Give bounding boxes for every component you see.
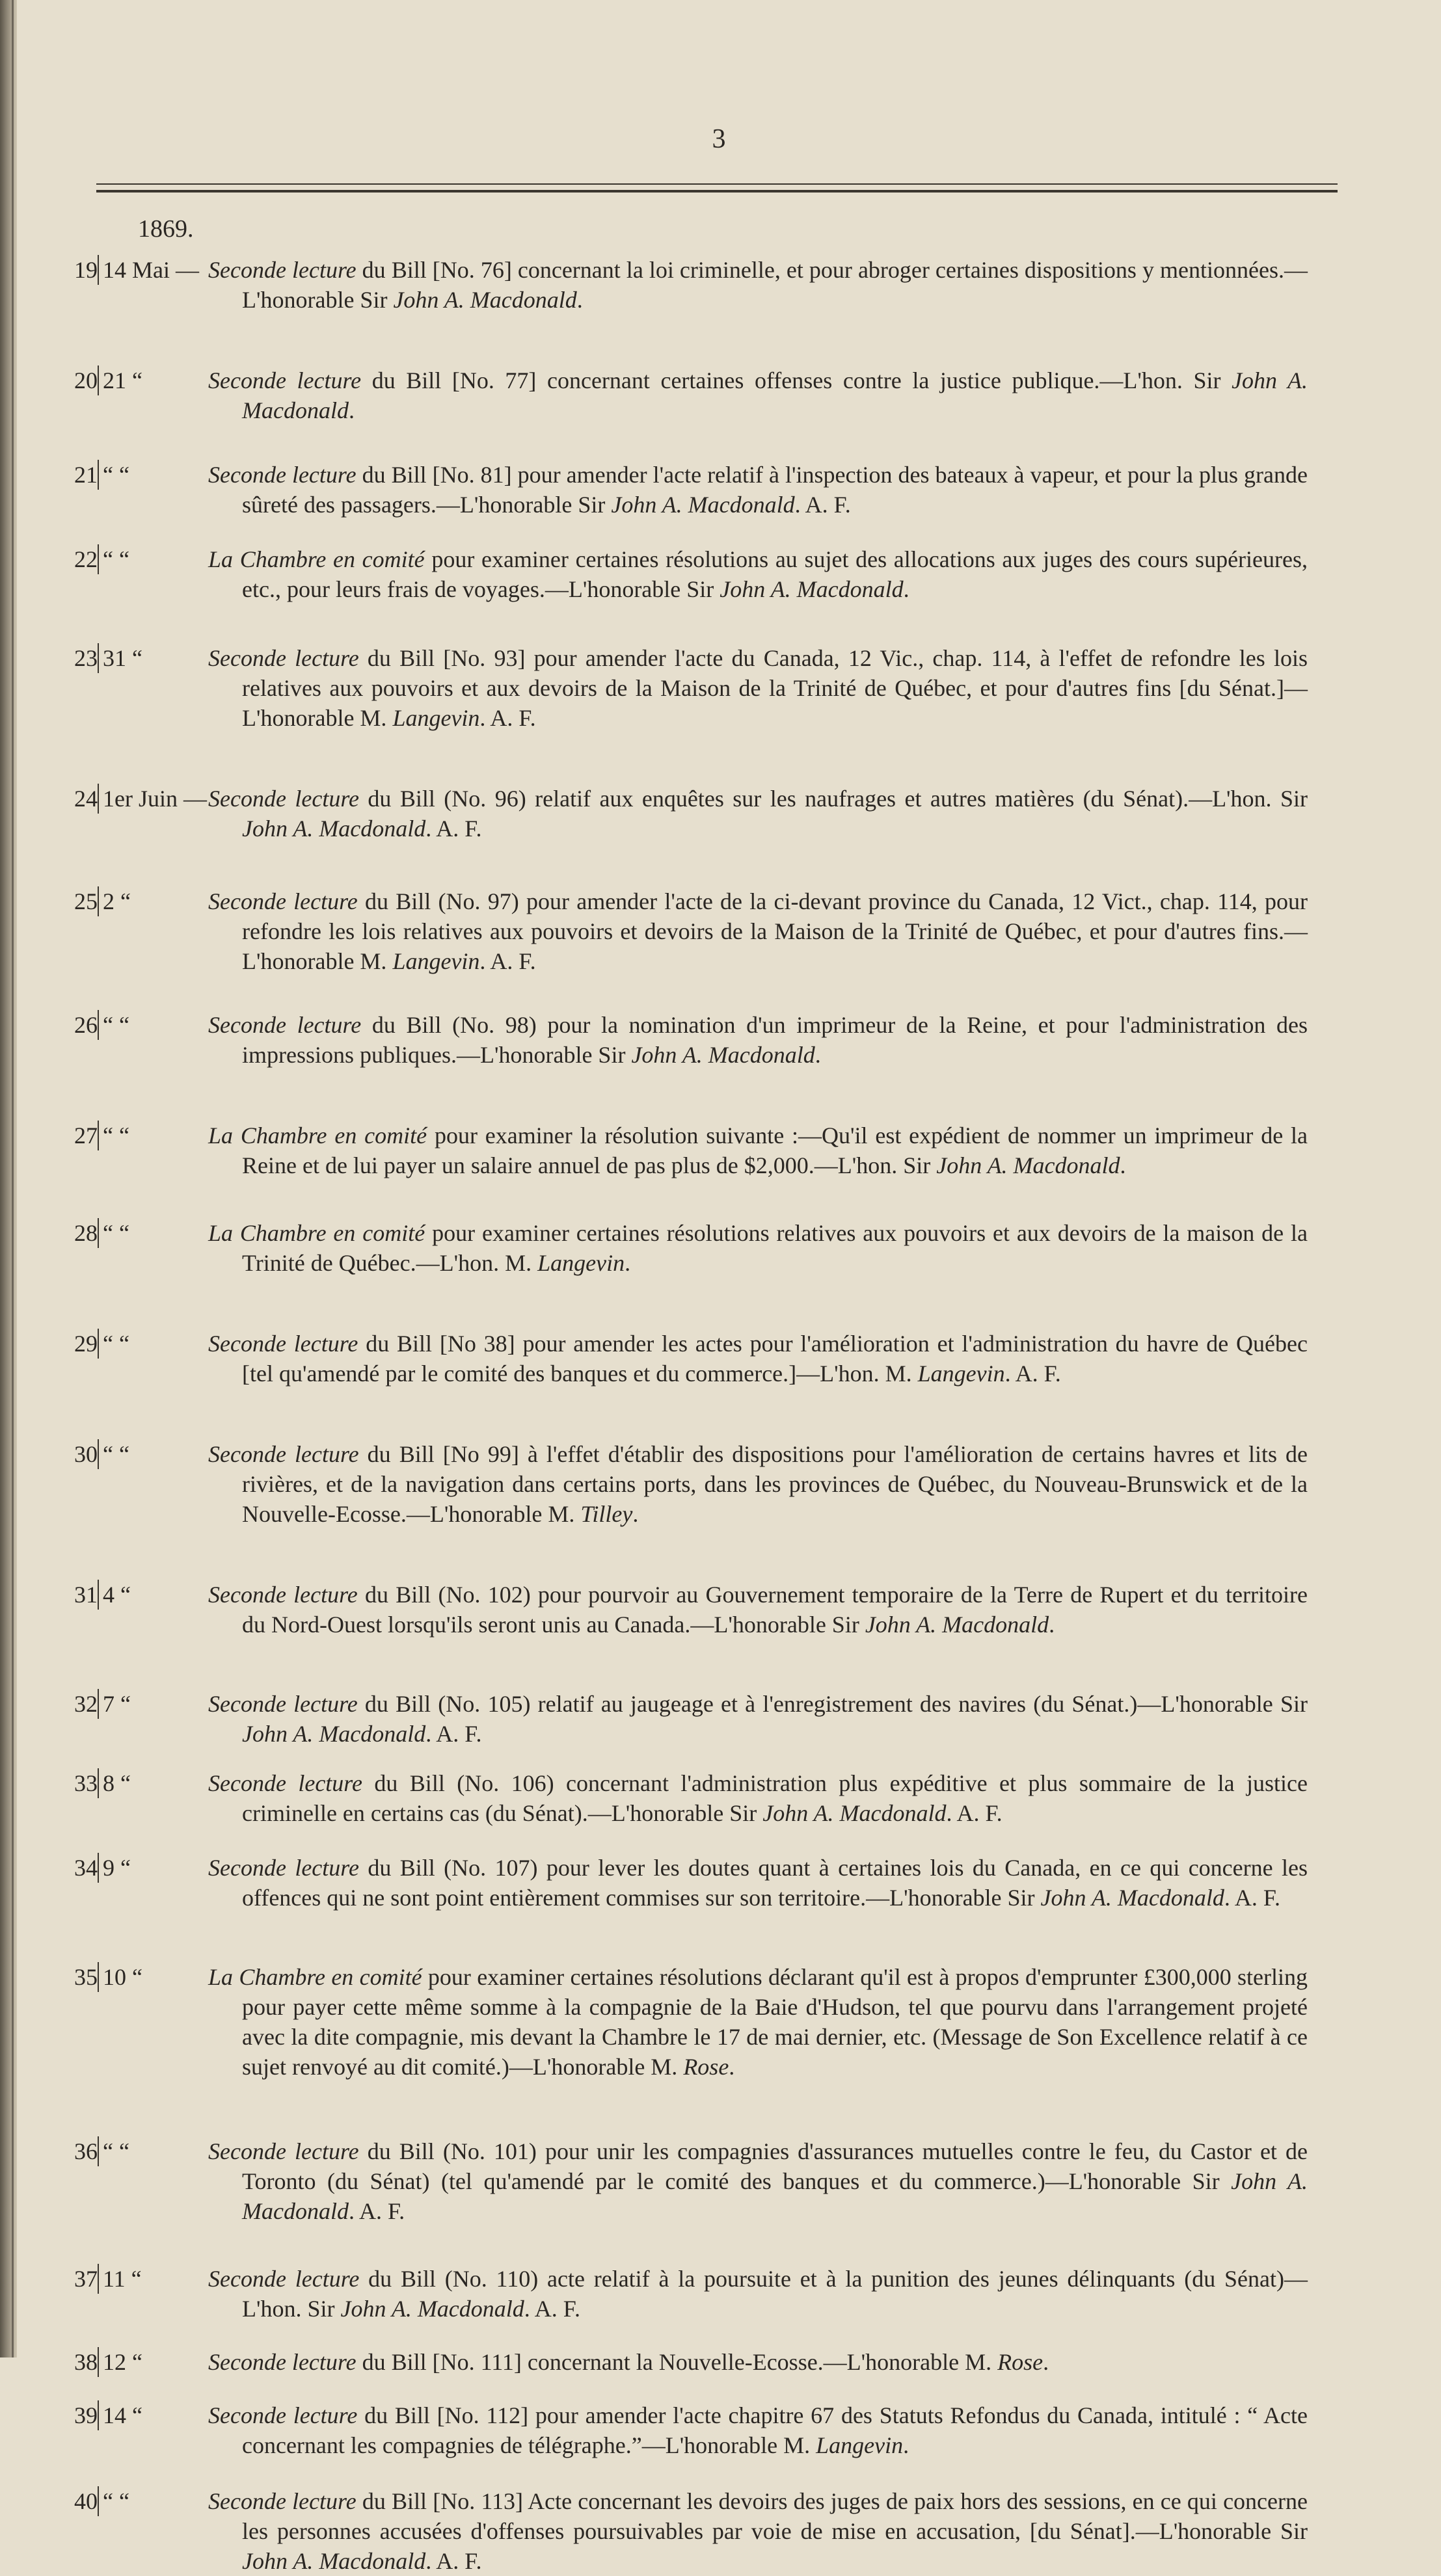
entry-member: Rose — [997, 2349, 1044, 2375]
entry-tail: . A. F. — [794, 492, 851, 518]
entry-number: 30 — [74, 1441, 98, 1467]
entry-text — [208, 643, 1308, 733]
entry-tail: . — [729, 2054, 735, 2080]
entry-text — [208, 365, 1308, 425]
entry-body: du Bill (No. 105) relatif au jaugeage et à l'enregistrement des navires (du Sénat.)—L'honorable Sir — [357, 1691, 1308, 1717]
entry-tail: . — [815, 1042, 821, 1068]
entry-date: “ “ — [98, 1010, 208, 1040]
entry-number: 33 — [74, 1770, 98, 1796]
entry-lead: Seconde lecture — [208, 1441, 359, 1467]
entry-tail: . — [348, 397, 355, 423]
entry-lead: Seconde lecture — [208, 2266, 360, 2292]
entry-text — [208, 2264, 1308, 2324]
entry-member: John A. Macdonald — [242, 2168, 1308, 2224]
entry-text — [208, 544, 1308, 604]
entry-member: John A. Macdonald — [393, 287, 577, 313]
entry-text — [208, 2486, 1308, 2576]
entry-row — [0, 1121, 1441, 1180]
entry-number: 23 — [74, 645, 98, 671]
entry-lead: Seconde lecture — [208, 2138, 359, 2164]
entry-date: “ “ — [98, 2486, 208, 2516]
entry-body: du Bill [No. 113] Acte concernant les devoirs des juges de paix hors des sessions, en ce qui concerne les personnes accusées d'offenses poursuivables par voie de mise en accusation, [du Sénat].—L'honorable Sir — [242, 2488, 1308, 2544]
entry-tail: . — [1043, 2349, 1049, 2375]
entry-date: “ “ — [98, 1439, 208, 1469]
entry-date: 1er Juin — — [98, 784, 208, 814]
entry-member: Langevin — [392, 705, 480, 731]
entry-body: du Bill [No. 77] concernant certaines offenses contre la justice publique.—L'hon. Sir — [361, 367, 1232, 393]
entry-number: 24 — [74, 786, 98, 812]
entry-lead: Seconde lecture — [208, 462, 357, 488]
entry-body: du Bill (No. 96) relatif aux enquêtes sur les naufrages et autres matières (du Sénat).—L'hon. Sir — [358, 786, 1308, 812]
entry-row — [0, 784, 1441, 843]
entry-body: du Bill [No 99] à l'effet d'établir des dispositions pour l'amélioration de certains havres et lits de rivières, et de la navigation dans certains ports, dans les provinces de Québec, du Nouveau-Brunswick et de la Nouvelle-Ecosse.—L'honorable M. — [242, 1441, 1308, 1527]
entry-number: 27 — [74, 1122, 98, 1149]
entry-number: 26 — [74, 1012, 98, 1038]
entry-text — [208, 1121, 1308, 1180]
entry-number: 35 — [74, 1964, 98, 1990]
entry-text — [208, 2136, 1308, 2226]
entry-member: Langevin — [917, 1361, 1005, 1387]
entry-tail: . A. F. — [1004, 1361, 1061, 1387]
entry-row — [0, 365, 1441, 425]
entry-number: 19 — [74, 257, 98, 283]
entry-body: du Bill [No 38] pour amender les actes pour l'amélioration et l'administration du havre de Québec [tel qu'amendé par le comité des banques et du commerce.]—L'hon. M. — [242, 1331, 1308, 1387]
entry-body: du Bill [No. 112] pour amender l'acte chapitre 67 des Statuts Refondus du Canada, intitulé : “ Acte concernant les compagnies de télégraphe.”—L'honorable M. — [242, 2402, 1308, 2458]
entry-body: du Bill (No. 97) pour amender l'acte de la ci-devant province du Canada, 12 Vict., chap. 114, pour refondre les lois relatives aux pouvoirs et devoirs de la Maison de la Trinité de Québec, et pour d'autres fins.—L'honorable M. — [242, 888, 1308, 974]
entry-lead: Seconde lecture — [208, 888, 358, 914]
entry-number: 32 — [74, 1691, 98, 1717]
entry-text — [208, 1853, 1308, 1913]
entry-text — [208, 1580, 1308, 1640]
entry-tail: . — [1120, 1152, 1126, 1178]
entry-lead: La Chambre en comité — [208, 1122, 427, 1149]
entry-member: John A. Macdonald — [242, 367, 1308, 423]
entry-member: John A. Macdonald — [340, 2296, 524, 2322]
entry-member: John A. Macdonald — [936, 1152, 1120, 1178]
entry-date: 7 “ — [98, 1689, 208, 1719]
entry-body: du Bill (No. 102) pour pourvoir au Gouvernement temporaire de la Terre de Rupert et du territoire du Nord-Ouest lorsqu'ils seront unis au Canada.—L'honorable Sir — [242, 1582, 1308, 1638]
entry-lead: Seconde lecture — [208, 2402, 358, 2428]
entry-text — [208, 886, 1308, 976]
entry-row — [0, 2136, 1441, 2226]
entry-member: Langevin — [537, 1250, 625, 1276]
entry-member: Langevin — [392, 948, 480, 974]
entry-date: 8 “ — [98, 1768, 208, 1798]
entry-date: 9 “ — [98, 1853, 208, 1883]
entry-tail: . — [576, 287, 583, 313]
entry-lead: La Chambre en comité — [208, 1964, 422, 1990]
year-heading: 1869. — [138, 215, 194, 243]
entry-member: John A. Macdonald — [720, 576, 904, 602]
entry-row — [0, 255, 1441, 315]
entry-row — [0, 1853, 1441, 1913]
entry-row — [0, 643, 1441, 733]
entry-lead: Seconde lecture — [208, 1855, 359, 1881]
entry-lead: Seconde lecture — [208, 257, 357, 283]
entry-member: Rose — [683, 2054, 729, 2080]
entry-tail: . A. F. — [946, 1800, 1003, 1826]
entry-body: du Bill (No. 106) concernant l'administration plus expéditive et plus sommaire de la justice criminelle en certains cas (du Sénat).—L'honorable Sir — [242, 1770, 1308, 1826]
header-rule-thin — [96, 183, 1338, 185]
entry-row — [0, 886, 1441, 976]
entry-date: 11 “ — [98, 2264, 208, 2294]
entry-date: 14 “ — [98, 2400, 208, 2430]
entry-number: 20 — [74, 367, 98, 393]
entry-number: 28 — [74, 1220, 98, 1246]
entry-date: “ “ — [98, 1218, 208, 1248]
entry-row — [0, 1689, 1441, 1749]
entry-member: John A. Macdonald — [631, 1042, 815, 1068]
entry-member: John A. Macdonald — [762, 1800, 947, 1826]
entry-text — [208, 460, 1308, 520]
entry-tail: . A. F. — [479, 705, 536, 731]
entry-body: du Bill [No. 81] pour amender l'acte relatif à l'inspection des bateaux à vapeur, et pour la plus grande sûreté des passagers.—L'honorable Sir — [242, 462, 1308, 518]
entry-text — [208, 1010, 1308, 1070]
entry-member: John A. Macdonald — [611, 492, 795, 518]
entry-member: John A. Macdonald — [242, 2548, 426, 2574]
entry-lead: Seconde lecture — [208, 1770, 362, 1796]
entry-tail: . A. F. — [425, 2548, 482, 2574]
entry-member: Langevin — [816, 2432, 904, 2458]
entry-lead: Seconde lecture — [208, 786, 359, 812]
entry-row — [0, 2486, 1441, 2576]
entry-row — [0, 1962, 1441, 2082]
entry-body: pour examiner certaines résolutions au sujet des allocations aux juges des cours supérieures, etc., pour leurs frais de voyages.—L'honorable Sir — [242, 546, 1308, 602]
entry-date: 4 “ — [98, 1580, 208, 1610]
entry-tail: . A. F. — [348, 2198, 405, 2224]
entry-text — [208, 1329, 1308, 1388]
entry-tail: . — [632, 1501, 639, 1527]
entry-row — [0, 1580, 1441, 1640]
entry-body: du Bill [No. 111] concernant la Nouvelle-Ecosse.—L'honorable M. — [356, 2349, 998, 2375]
entry-tail: . A. F. — [425, 816, 482, 842]
page-number: 3 — [712, 124, 726, 154]
entry-lead: Seconde lecture — [208, 1582, 358, 1608]
entry-number: 37 — [74, 2266, 98, 2292]
entry-member: John A. Macdonald — [242, 816, 426, 842]
entry-lead: Seconde lecture — [208, 1331, 358, 1357]
entry-row — [0, 2347, 1441, 2377]
entry-lead: La Chambre en comité — [208, 1220, 425, 1246]
entry-member: John A. Macdonald — [242, 1721, 426, 1747]
entry-body: du Bill (No. 107) pour lever les doutes quant à certaines lois du Canada, en ce qui concerne les offences qui ne sont point entièrement commises sur son territoire.—L'honorable Sir — [242, 1855, 1308, 1911]
entry-text — [208, 1439, 1308, 1529]
entry-tail: . A. F. — [479, 948, 536, 974]
entry-number: 25 — [74, 888, 98, 914]
entry-number: 36 — [74, 2138, 98, 2164]
entry-text — [208, 784, 1308, 843]
entry-text — [208, 1962, 1308, 2082]
entry-lead: Seconde lecture — [208, 645, 359, 671]
entry-text — [208, 2400, 1308, 2460]
entry-text — [208, 255, 1308, 315]
entry-member: Tilley — [580, 1501, 633, 1527]
entry-date: “ “ — [98, 460, 208, 490]
entry-date: “ “ — [98, 544, 208, 574]
entry-tail: . — [625, 1250, 631, 1276]
entry-text — [208, 1768, 1308, 1828]
entry-date: 31 “ — [98, 643, 208, 673]
entry-date: “ “ — [98, 1121, 208, 1150]
entry-row — [0, 1010, 1441, 1070]
entry-date: 21 “ — [98, 365, 208, 395]
entry-row — [0, 2400, 1441, 2460]
entry-date: 10 “ — [98, 1962, 208, 1992]
entry-body: du Bill (No. 101) pour unir les compagnies d'assurances mutuelles contre le feu, du Castor et de Toronto (du Sénat) (tel qu'amendé par le comité des banques et du commerce.)—L'honorable Sir — [242, 2138, 1308, 2194]
entry-date: “ “ — [98, 1329, 208, 1359]
entry-text — [208, 1689, 1308, 1749]
entry-body: du Bill (No. 98) pour la nomination d'un imprimeur de la Reine, et pour l'administration des impressions publiques.—L'honorable Sir — [242, 1012, 1308, 1068]
entry-lead: Seconde lecture — [208, 1691, 358, 1717]
entry-tail: . — [903, 576, 909, 602]
entry-tail: . — [903, 2432, 909, 2458]
entry-number: 39 — [74, 2402, 98, 2428]
entry-row — [0, 460, 1441, 520]
entry-row — [0, 544, 1441, 604]
entry-member: John A. Macdonald — [865, 1612, 1049, 1638]
entry-lead: Seconde lecture — [208, 1012, 362, 1038]
entry-date: 14 Mai — — [98, 255, 208, 285]
entry-row — [0, 1218, 1441, 1278]
entry-number: 31 — [74, 1582, 98, 1608]
header-rule-thick — [96, 190, 1338, 193]
entry-number: 22 — [74, 546, 98, 572]
entry-body: du Bill [No. 93] pour amender l'acte du Canada, 12 Vic., chap. 114, à l'effet de refondre les lois relatives aux pouvoirs et aux devoirs de la Maison de la Trinité de Québec, et pour d'autres fins [du Sénat.]—L'honorable M. — [242, 645, 1308, 731]
entry-tail: . A. F. — [425, 1721, 482, 1747]
entry-number: 21 — [74, 462, 98, 488]
entry-number: 29 — [74, 1331, 98, 1357]
entry-tail: . A. F. — [524, 2296, 580, 2322]
entry-row — [0, 1439, 1441, 1529]
entry-body: pour examiner certaines résolutions relatives aux pouvoirs et aux devoirs de la maison de la Trinité de Québec.—L'hon. M. — [242, 1220, 1308, 1276]
entry-member: John A. Macdonald — [1040, 1885, 1224, 1911]
entry-number: 40 — [74, 2488, 98, 2514]
entries-list — [0, 255, 1441, 2576]
entry-row — [0, 1768, 1441, 1828]
entry-row — [0, 2264, 1441, 2324]
entry-date: 12 “ — [98, 2347, 208, 2377]
entry-lead: Seconde lecture — [208, 367, 362, 393]
entry-body: du Bill [No. 76] concernant la loi criminelle, et pour abroger certaines dispositions y mentionnées.—L'honorable Sir — [242, 257, 1308, 313]
entry-text — [208, 1218, 1308, 1278]
entry-number: 38 — [74, 2349, 98, 2375]
entry-date: 2 “ — [98, 886, 208, 916]
entry-row — [0, 1329, 1441, 1388]
entry-date: “ “ — [98, 2136, 208, 2166]
entry-tail: . — [1049, 1612, 1055, 1638]
entry-tail: . A. F. — [1224, 1885, 1280, 1911]
entry-body: pour examiner certaines résolutions déclarant qu'il est à propos d'emprunter £300,000 sterling pour payer cette même somme à la compagnie de la Baie d'Hudson, tel que pourvu dans l'arrangement projeté avec la dite compagnie, mis devant la Chambre le 17 de mai dernier, etc. (Message de Son Excellence relatif à ce sujet renvoyé au dit comité.)—L'honorable M. — [242, 1964, 1308, 2080]
entry-body: du Bill (No. 110) acte relatif à la poursuite et à la punition des jeunes délinquants (du Sénat)—L'hon. Sir — [242, 2266, 1308, 2322]
entry-body: pour examiner la résolution suivante :—Qu'il est expédient de nommer un imprimeur de la Reine et de lui payer un salaire annuel de pas plus de $2,000.—L'hon. Sir — [242, 1122, 1308, 1178]
entry-lead: Seconde lecture — [208, 2349, 357, 2375]
entry-lead: La Chambre en comité — [208, 546, 425, 572]
entry-lead: Seconde lecture — [208, 2488, 357, 2514]
entry-text — [208, 2347, 1308, 2377]
entry-number: 34 — [74, 1855, 98, 1881]
